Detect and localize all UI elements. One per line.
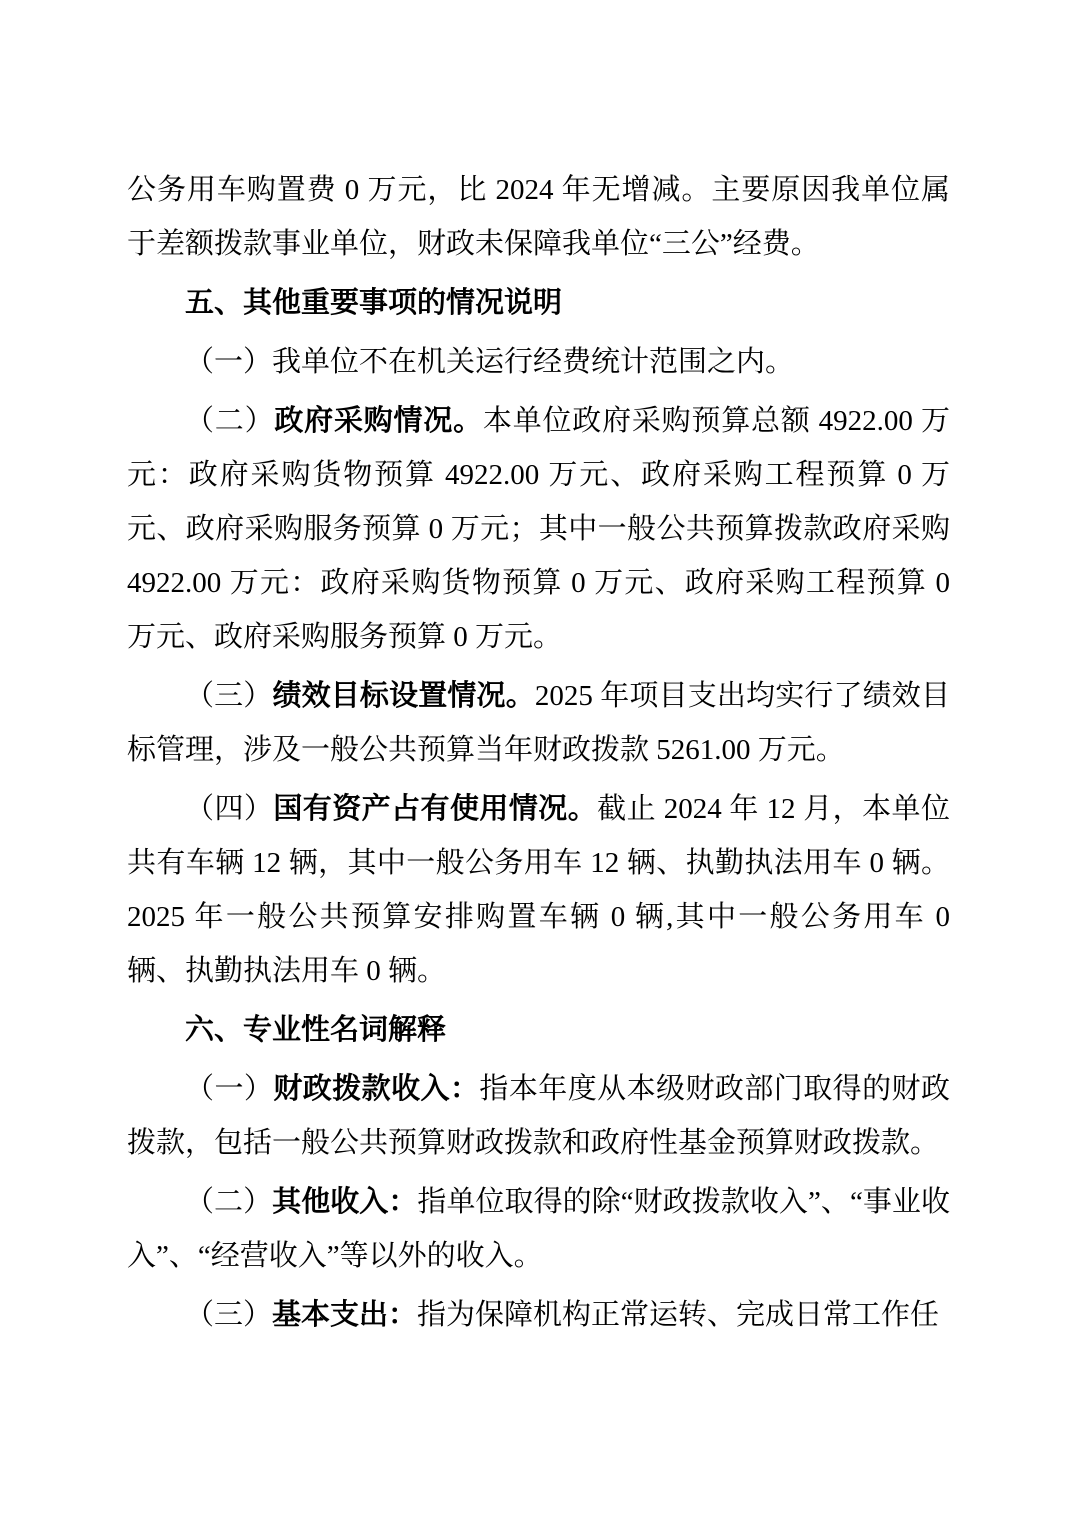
term-label: 其他收入： [272, 1186, 418, 1218]
paragraph-text: 指为保障机构正常运转、完成日常工作任 [417, 1299, 940, 1331]
list-marker: （一） [185, 346, 273, 378]
paragraph-continuation [127, 163, 950, 271]
paragraph-text: 指单位取得的除“财政拨款收入”、“事业收入”、“经营收入”等以外的收入。 [127, 1186, 950, 1272]
document-text-block [127, 163, 950, 1347]
list-marker: （四） [185, 793, 274, 825]
section-heading-5: 五、其他重要事项的情况说明 [185, 287, 563, 319]
paragraph-text: 指本年度从本级财政部门取得的财政拨款，包括一般公共预算财政拨款和政府性基金预算财政拨款。 [127, 1073, 950, 1159]
term-label: 政府采购情况。 [274, 405, 483, 437]
paragraph-term-1 [127, 1062, 950, 1170]
section-heading-6: 六、专业性名词解释 [185, 1014, 447, 1046]
paragraph-item-2 [127, 394, 950, 664]
paragraph-term-3 [127, 1288, 950, 1342]
paragraph-term-2 [127, 1175, 950, 1283]
list-marker: （二） [185, 405, 275, 437]
list-marker: （三） [185, 1299, 273, 1331]
list-marker: （二） [185, 1186, 273, 1218]
term-label: 财政拨款收入： [273, 1073, 480, 1105]
paragraph-item-1 [127, 335, 950, 389]
paragraph-text: 本单位政府采购预算总额 4922.00 万元：政府采购货物预算 4922.00 万元、政府采购工程预算 0 万元、政府采购服务预算 0 万元；其中一般公共预算拨款政府采购 4922.00 万元：政府采购货物预算 0 万元、政府采购工程预算 0 万元、政府采购服务预算 0 万元。 [127, 405, 950, 653]
paragraph-text: 截止 2024 年 12 月，本单位共有车辆 12 辆，其中一般公务用车 12 辆、执勤执法用车 0 辆。2025 年一般公共预算安排购置车辆 0 辆,其中一般公务用车 0 辆、执勤执法用车 0 辆。 [127, 793, 950, 987]
paragraph-text: 我单位不在机关运行经费统计范围之内。 [272, 346, 795, 378]
paragraph-text: 2025 年项目支出均实行了绩效目标管理，涉及一般公共预算当年财政拨款 5261.00 万元。 [127, 680, 950, 766]
paragraph-item-3 [127, 669, 950, 777]
paragraph-text: 公务用车购置费 0 万元，比 2024 年无增减。主要原因我单位属于差额拨款事业单位，财政未保障我单位“三公”经费。 [127, 174, 950, 260]
paragraph-item-4 [127, 782, 950, 998]
list-marker: （一） [185, 1073, 274, 1105]
list-marker: （三） [185, 680, 273, 712]
term-label: 绩效目标设置情况。 [272, 680, 535, 712]
term-label: 基本支出： [272, 1299, 418, 1331]
term-label: 国有资产占有使用情况。 [273, 793, 598, 825]
